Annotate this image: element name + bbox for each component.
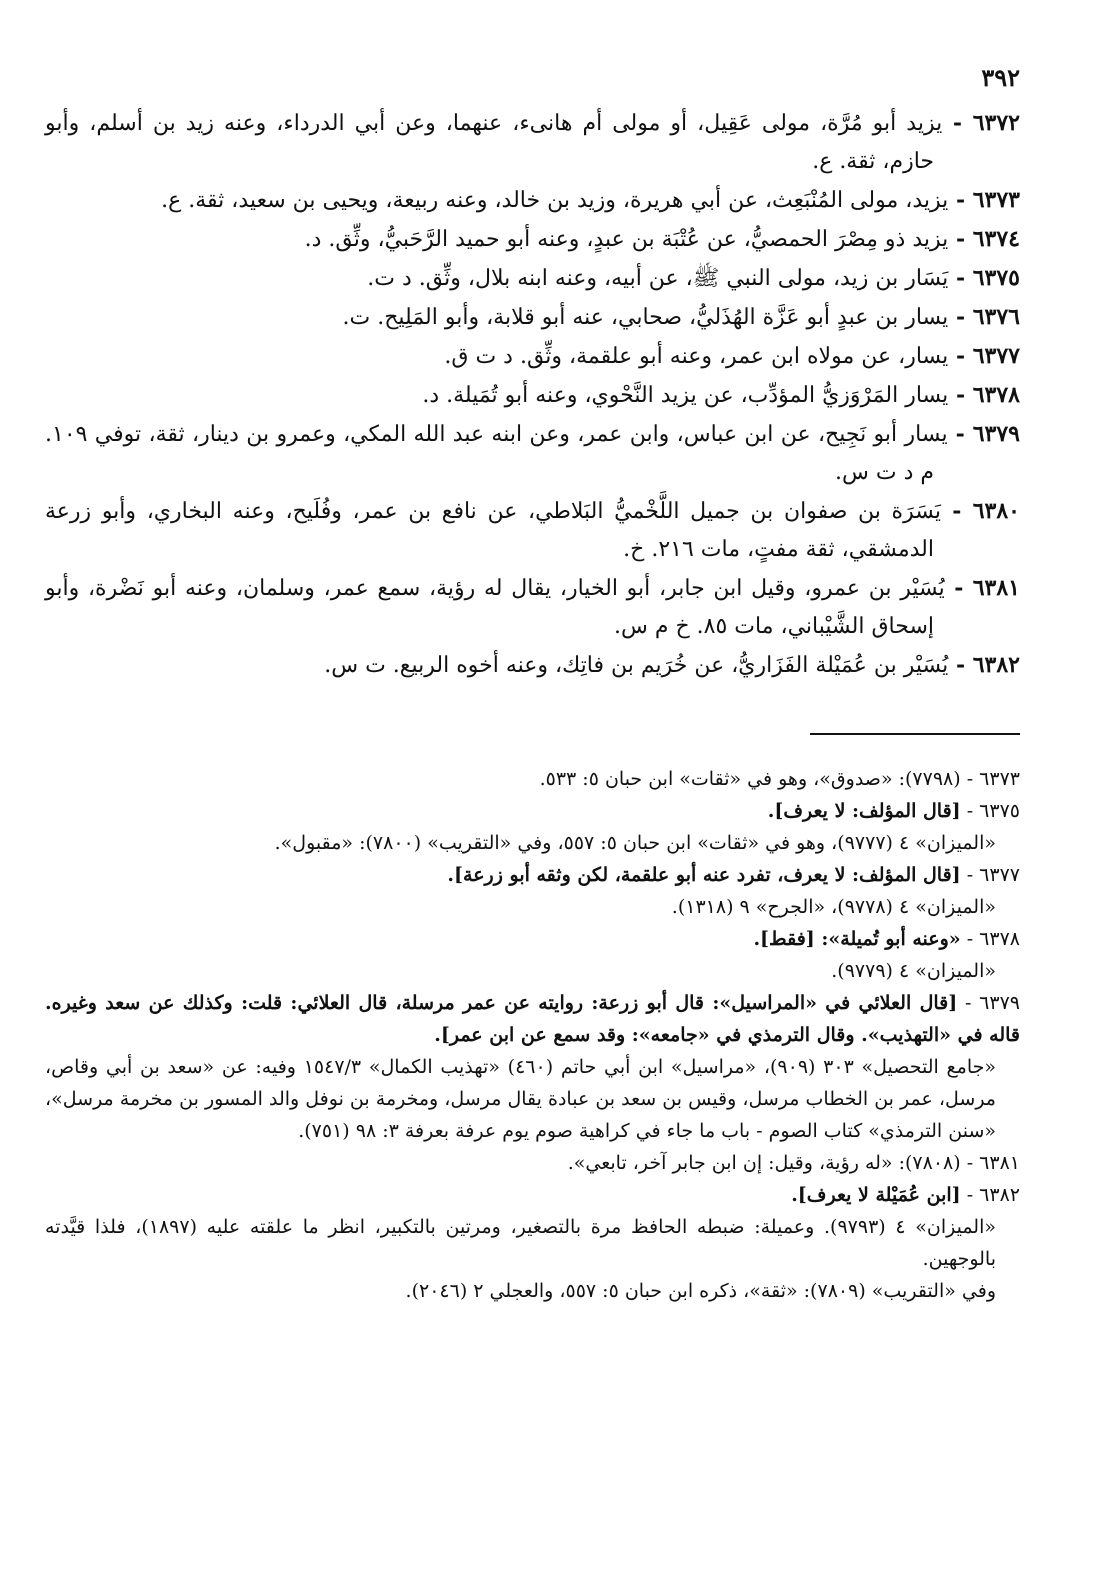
entry-number: ٦٣٧٢ - bbox=[942, 110, 1020, 136]
entry-number: ٦٣٧٦ - bbox=[948, 304, 1020, 330]
footnote bbox=[45, 987, 1020, 1051]
entry bbox=[45, 569, 1020, 646]
entry-text: يُسَيْر بن عمرو، وقيل ابن جابر، أبو الخيار، يقال له رؤية، سمع عمر، وسلمان، وعنه أبو نَضْرة، وأبو إسحاق الشَّيْباني، مات ٨٥. خ م س. bbox=[45, 576, 945, 639]
footnote-reference bbox=[45, 1275, 1020, 1307]
footnote-text: «الميزان» ٤ (٩٧٧٨)، «الجرح» ٩ (١٣١٨). bbox=[671, 896, 996, 918]
entry-number: ٦٣٧٥ - bbox=[948, 265, 1020, 291]
footnote-number: ٦٣٧٩ - bbox=[957, 992, 1020, 1014]
footnote-text: (٧٨٠٨): «له رؤية، وقيل: إن ابن جابر آخر، تابعي». bbox=[567, 1152, 961, 1174]
footnote-reference bbox=[45, 891, 1020, 923]
footnote-text: «وعنه أبو تُميلة»: [فقط]. bbox=[753, 928, 961, 950]
entry-text: يَسَار بن زيد، مولى النبي ﷺ، عن أبيه، وعنه ابنه بلال، وثِّق. د ت. bbox=[367, 266, 949, 291]
entry-number: ٦٣٧٧ - bbox=[948, 343, 1020, 369]
entry-text: يزيد ذو مِصْرَ الحمصيُّ، عن عُتْبَة بن عبدٍ، وعنه أبو حميد الرَّحَبيُّ، وثِّق. د. bbox=[304, 227, 949, 252]
entry bbox=[45, 646, 1020, 685]
footnote-reference bbox=[45, 1051, 1020, 1147]
entry bbox=[45, 259, 1020, 298]
footnote-text: «الميزان» ٤ (٩٧٧٧)، وهو في «ثقات» ابن حبان ٥: ٥٥٧، وفي «التقريب» (٧٨٠٠): «مقبول». bbox=[274, 832, 996, 854]
entry-number: ٦٣٧٨ - bbox=[948, 382, 1020, 408]
footnote-text: [قال المؤلف: لا يعرف]. bbox=[767, 800, 961, 822]
book-page bbox=[45, 58, 1020, 1307]
footnotes bbox=[45, 763, 1020, 1307]
footnote-number: ٦٣٧٥ - bbox=[960, 800, 1020, 822]
footnote-text: [قال المؤلف: لا يعرف، تفرد عنه أبو علقمة، لكن وثقه أبو زرعة]. bbox=[447, 864, 961, 886]
entry-text: يسار المَرْوَزيُّ المؤدِّب، عن يزيد النَّحْوي، وعنه أبو تُمَيلة. د. bbox=[422, 383, 949, 408]
footnote-reference bbox=[45, 955, 1020, 987]
footnote-number: ٦٣٨٢ - bbox=[960, 1184, 1020, 1206]
footnote-text: [ابن عُمَيْلة لا يعرف]. bbox=[791, 1184, 961, 1206]
biography-entries bbox=[45, 104, 1020, 685]
entry-text: يَسَرَة بن صفوان بن جميل اللَّخْميُّ البَلاطي، عن نافع بن عمر، وفُلَيح، وعنه البخاري، وأبو زرعة الدمشقي، ثقة مفتٍ، مات ٢١٦. خ. bbox=[45, 499, 941, 562]
entry-number: ٦٣٨١ - bbox=[944, 575, 1020, 601]
entry-text: يسار أبو نَجِيح، عن ابن عباس، وابن عمر، وعن ابنه عبد الله المكي، وعمرو بن دينار، ثقة، توفي ١٠٩. م د ت س. bbox=[45, 422, 948, 485]
footnote-reference bbox=[45, 1211, 1020, 1275]
entry bbox=[45, 337, 1020, 376]
entry-number: ٦٣٨٢ - bbox=[948, 652, 1020, 678]
entry bbox=[45, 415, 1020, 492]
footnote-text: «جامع التحصيل» ٣٠٣ (٩٠٩)، «مراسيل» ابن أبي حاتم (٤٦٠) «تهذيب الكمال» ١٥٤٧/٣ وفيه: عن «سعد بن أبي وقاص، مرسل، عمر بن الخطاب مرسل، وقيس بن سعد بن عبادة يقال مرسل، ومخرمة بن نوفل والد المسور بن مخرمة مرسل»، «سنن الترمذي» كتاب الصوم - باب ما جاء في كراهية صوم يوم عرفة بعرفة ٣: ٩٨ (٧٥١). bbox=[45, 1056, 996, 1142]
entry-text: يزيد أبو مُرَّة، مولى عَقِيل، أو مولى أم هانىء، عنهما، وعن أبي الدرداء، وعنه زيد بن أسلم، وأبو حازم، ثقة. ع. bbox=[45, 111, 943, 174]
entry-text: يُسَيْر بن عُمَيْلة الفَزَاريُّ، عن خُرَيم بن فاتِك، وعنه أخوه الربيع. ت س. bbox=[324, 653, 949, 678]
footnote-text: [قال العلائي في «المراسيل»: قال أبو زرعة: روايته عن عمر مرسلة، قال العلائي: قلت: وكذلك عن سعد وغيره. قاله في «التهذيب». وقال الترمذي في «جامعه»: وقد سمع عن ابن عمر]. bbox=[45, 992, 1020, 1046]
footnote-text: (٧٧٩٨): «صدوق»، وهو في «ثقات» ابن حبان ٥: ٥٣٣. bbox=[539, 768, 961, 790]
entry-number: ٦٣٧٣ - bbox=[948, 187, 1020, 213]
footnote bbox=[45, 763, 1020, 795]
entry-text: يسار بن عبدٍ أبو عَزَّة الهُذَليُّ، صحابي، عنه أبو قلابة، وأبو المَلِيح. ت. bbox=[342, 305, 949, 330]
entry bbox=[45, 104, 1020, 181]
entry-number: ٦٣٨٠ - bbox=[940, 498, 1020, 524]
footnote bbox=[45, 923, 1020, 955]
footnote-number: ٦٣٧٨ - bbox=[960, 928, 1020, 950]
footnote bbox=[45, 1179, 1020, 1211]
footnote-number: ٦٣٧٧ - bbox=[960, 864, 1020, 886]
entry bbox=[45, 181, 1020, 220]
entry bbox=[45, 220, 1020, 259]
footnote-number: ٦٣٧٣ - bbox=[960, 768, 1020, 790]
entry-number: ٦٣٧٩ - bbox=[947, 421, 1020, 447]
footnote-text: «الميزان» ٤ (٩٧٩٣). وعميلة: ضبطه الحافظ مرة بالتصغير، ومرتين بالتكبير، انظر ما علقته عليه (١٨٩٧)، فلذا قيَّدته بالوجهين. bbox=[45, 1216, 996, 1270]
footnote-divider bbox=[810, 733, 1020, 735]
footnote-text: وفي «التقريب» (٧٨٠٩): «ثقة»، ذكره ابن حبان ٥: ٥٥٧، والعجلي ٢ (٢٠٤٦). bbox=[405, 1280, 996, 1302]
entry bbox=[45, 376, 1020, 415]
entry-text: يزيد، مولى المُنْبَعِث، عن أبي هريرة، وزيد بن خالد، وعنه ربيعة، ويحيى بن سعيد، ثقة. ع. bbox=[161, 188, 949, 213]
footnote-text: «الميزان» ٤ (٩٧٧٩). bbox=[831, 960, 996, 982]
footnote bbox=[45, 795, 1020, 827]
page-number: ٣٩٢ bbox=[981, 63, 1020, 92]
entry bbox=[45, 298, 1020, 337]
entry bbox=[45, 492, 1020, 569]
entry-text: يسار، عن مولاه ابن عمر، وعنه أبو علقمة، وثِّق. د ت ق. bbox=[444, 344, 949, 369]
entry-number: ٦٣٧٤ - bbox=[948, 226, 1020, 252]
footnote bbox=[45, 859, 1020, 891]
footnote bbox=[45, 1147, 1020, 1179]
footnote-reference bbox=[45, 827, 1020, 859]
footnote-number: ٦٣٨١ - bbox=[960, 1152, 1020, 1174]
